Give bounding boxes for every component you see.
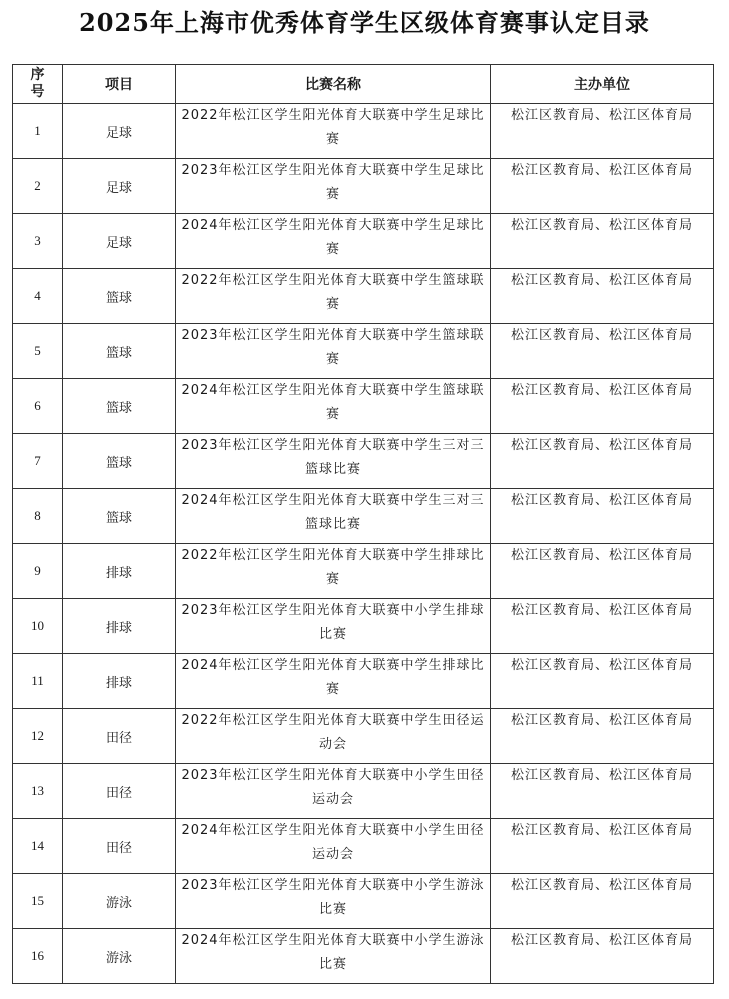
table-row: [13, 544, 714, 599]
row-item: 排球: [63, 654, 176, 709]
row-event-name: 2022年松江区学生阳光体育大联赛中学生排球比赛: [176, 544, 491, 599]
row-seq: 12: [13, 709, 63, 764]
header-row: [13, 65, 714, 104]
row-seq: 4: [13, 269, 63, 324]
row-seq: 16: [13, 929, 63, 984]
row-item: 田径: [63, 764, 176, 819]
table-row: [13, 489, 714, 544]
row-event-name: 2023年松江区学生阳光体育大联赛中学生三对三篮球比赛: [176, 434, 491, 489]
row-organizer: 松江区教育局、松江区体育局: [491, 874, 714, 929]
table-row: [13, 379, 714, 434]
header-name: 比赛名称: [176, 65, 491, 104]
row-item: 篮球: [63, 434, 176, 489]
row-item: 田径: [63, 819, 176, 874]
table-row: [13, 709, 714, 764]
row-organizer: 松江区教育局、松江区体育局: [491, 654, 714, 709]
table-body: [13, 104, 714, 984]
row-seq: 3: [13, 214, 63, 269]
row-seq: 11: [13, 654, 63, 709]
header-seq-label: 序号: [30, 67, 45, 100]
row-item: 足球: [63, 159, 176, 214]
header-item: 项目: [63, 65, 176, 104]
row-seq: 5: [13, 324, 63, 379]
row-event-name: 2024年松江区学生阳光体育大联赛中小学生田径运动会: [176, 819, 491, 874]
table-row: [13, 764, 714, 819]
table-header: [13, 65, 714, 104]
table-row: [13, 104, 714, 159]
row-organizer: 松江区教育局、松江区体育局: [491, 104, 714, 159]
row-organizer: 松江区教育局、松江区体育局: [491, 599, 714, 654]
table-row: [13, 929, 714, 984]
row-item: 篮球: [63, 269, 176, 324]
header-seq: [13, 65, 63, 104]
table-row: [13, 819, 714, 874]
table-row: [13, 599, 714, 654]
row-event-name: 2023年松江区学生阳光体育大联赛中学生足球比赛: [176, 159, 491, 214]
header-organizer: 主办单位: [491, 65, 714, 104]
row-seq: 14: [13, 819, 63, 874]
row-event-name: 2023年松江区学生阳光体育大联赛中小学生游泳比赛: [176, 874, 491, 929]
table-row: [13, 159, 714, 214]
row-seq: 7: [13, 434, 63, 489]
document-title: 2025年上海市优秀体育学生区级体育赛事认定目录: [79, 8, 650, 37]
row-item: 足球: [63, 214, 176, 269]
row-event-name: 2024年松江区学生阳光体育大联赛中学生篮球联赛: [176, 379, 491, 434]
row-event-name: 2023年松江区学生阳光体育大联赛中小学生田径运动会: [176, 764, 491, 819]
row-item: 篮球: [63, 379, 176, 434]
row-seq: 15: [13, 874, 63, 929]
row-item: 排球: [63, 599, 176, 654]
row-organizer: 松江区教育局、松江区体育局: [491, 269, 714, 324]
row-seq: 1: [13, 104, 63, 159]
table-row: [13, 269, 714, 324]
row-organizer: 松江区教育局、松江区体育局: [491, 159, 714, 214]
row-organizer: 松江区教育局、松江区体育局: [491, 489, 714, 544]
row-event-name: 2024年松江区学生阳光体育大联赛中小学生游泳比赛: [176, 929, 491, 984]
row-organizer: 松江区教育局、松江区体育局: [491, 324, 714, 379]
row-event-name: 2024年松江区学生阳光体育大联赛中学生排球比赛: [176, 654, 491, 709]
table-row: [13, 874, 714, 929]
row-organizer: 松江区教育局、松江区体育局: [491, 929, 714, 984]
event-table: [12, 64, 714, 984]
row-seq: 8: [13, 489, 63, 544]
table-row: [13, 324, 714, 379]
row-event-name: 2022年松江区学生阳光体育大联赛中学生篮球联赛: [176, 269, 491, 324]
row-seq: 10: [13, 599, 63, 654]
row-item: 游泳: [63, 874, 176, 929]
row-organizer: 松江区教育局、松江区体育局: [491, 434, 714, 489]
row-event-name: 2023年松江区学生阳光体育大联赛中小学生排球比赛: [176, 599, 491, 654]
row-event-name: 2024年松江区学生阳光体育大联赛中学生三对三篮球比赛: [176, 489, 491, 544]
row-organizer: 松江区教育局、松江区体育局: [491, 764, 714, 819]
row-seq: 6: [13, 379, 63, 434]
row-item: 篮球: [63, 324, 176, 379]
table-row: [13, 434, 714, 489]
row-organizer: 松江区教育局、松江区体育局: [491, 819, 714, 874]
row-item: 排球: [63, 544, 176, 599]
table-row: [13, 654, 714, 709]
row-seq: 2: [13, 159, 63, 214]
row-item: 游泳: [63, 929, 176, 984]
row-seq: 13: [13, 764, 63, 819]
table-row: [13, 214, 714, 269]
row-organizer: 松江区教育局、松江区体育局: [491, 544, 714, 599]
row-event-name: 2023年松江区学生阳光体育大联赛中学生篮球联赛: [176, 324, 491, 379]
row-organizer: 松江区教育局、松江区体育局: [491, 214, 714, 269]
row-item: 篮球: [63, 489, 176, 544]
row-organizer: 松江区教育局、松江区体育局: [491, 379, 714, 434]
row-event-name: 2022年松江区学生阳光体育大联赛中学生足球比赛: [176, 104, 491, 159]
row-item: 足球: [63, 104, 176, 159]
row-event-name: 2024年松江区学生阳光体育大联赛中学生足球比赛: [176, 214, 491, 269]
row-organizer: 松江区教育局、松江区体育局: [491, 709, 714, 764]
row-item: 田径: [63, 709, 176, 764]
row-seq: 9: [13, 544, 63, 599]
row-event-name: 2022年松江区学生阳光体育大联赛中学生田径运动会: [176, 709, 491, 764]
